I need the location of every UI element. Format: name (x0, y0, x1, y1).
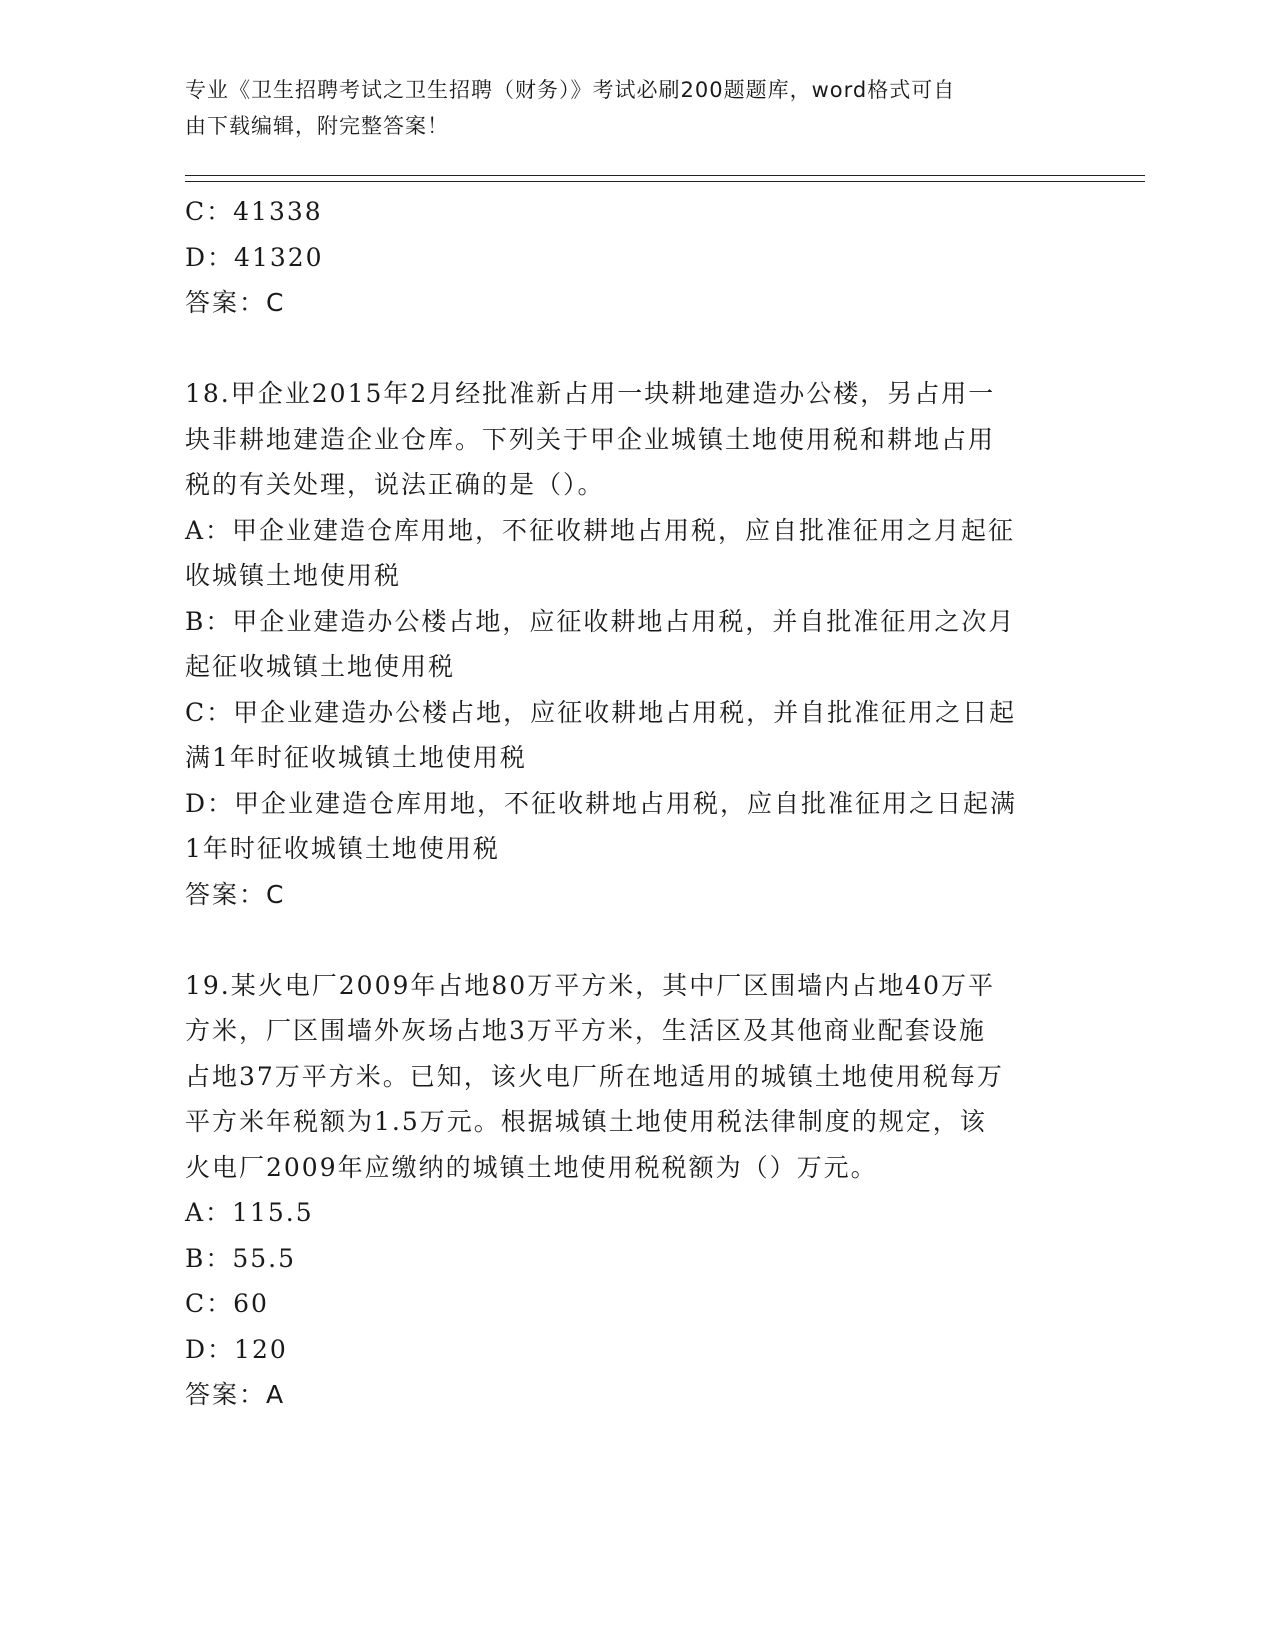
prev-answer: 答案：C (185, 288, 286, 317)
q18-answer: 答案：C (185, 879, 286, 909)
header-title-line-1: 专业《卫生招聘考试之卫生招聘（财务）》考试必刷200题题库，word格式可自 (185, 78, 956, 102)
q18-option-c-line-2: 满1年时征收城镇土地使用税 (185, 743, 527, 772)
document-body (185, 189, 1085, 1418)
header-title-line-2: 由下载编辑，附完整答案！ (185, 114, 449, 138)
header-divider (185, 175, 1145, 182)
spacer (185, 917, 1085, 963)
q19-answer: 答案：A (185, 1380, 286, 1409)
previous-question-block (185, 189, 1085, 326)
q18-option-d-line-1: D：甲企业建造仓库用地，不征收耕地占用税，应自批准征用之日起满 (185, 788, 1018, 818)
q18-stem-line-2: 块非耕地建造企业仓库。下列关于甲企业城镇土地使用税和耕地占用 (185, 424, 996, 454)
question-19-block (185, 963, 1085, 1418)
q18-option-a-line-1: A：甲企业建造仓库用地，不征收耕地占用税，应自批准征用之月起征 (185, 515, 1016, 545)
q19-option-b: B：55.5 (185, 1243, 297, 1273)
prev-option-c: C：41338 (185, 197, 323, 226)
q18-stem-line-1: 18.甲企业2015年2月经批准新占用一块耕地建造办公楼，另占用一 (185, 379, 996, 408)
question-18-block (185, 371, 1085, 917)
q18-option-a-line-2: 收城镇土地使用税 (185, 561, 402, 590)
q18-option-b-line-1: B：甲企业建造办公楼占地，应征收耕地占用税，并自批准征用之次月 (185, 606, 1016, 636)
spacer (185, 326, 1085, 372)
q19-option-c: C：60 (185, 1289, 269, 1318)
q19-option-a: A：115.5 (185, 1198, 314, 1227)
q19-stem-line-4: 平方米年税额为1.5万元。根据城镇土地使用税法律制度的规定，该 (185, 1107, 987, 1136)
q18-stem-line-3: 税的有关处理，说法正确的是（）。 (185, 470, 605, 499)
document-header (185, 72, 1085, 144)
q19-stem-line-2: 方米，厂区围墙外灰场占地3万平方米，生活区及其他商业配套设施 (185, 1016, 986, 1045)
q19-stem-line-5: 火电厂2009年应缴纳的城镇土地使用税税额为（）万元。 (185, 1152, 878, 1182)
q19-option-d: D：120 (185, 1334, 288, 1364)
q19-stem-line-3: 占地37万平方米。已知，该火电厂所在地适用的城镇土地使用税每万 (185, 1061, 1004, 1091)
q19-stem-line-1: 19.某火电厂2009年占地80万平方米，其中厂区围墙内占地40万平 (185, 970, 996, 1000)
prev-option-d: D：41320 (185, 242, 324, 272)
q18-option-c-line-1: C：甲企业建造办公楼占地，应征收耕地占用税，并自批准征用之日起 (185, 697, 1017, 727)
q18-option-d-line-2: 1年时征收城镇土地使用税 (185, 834, 500, 863)
q18-option-b-line-2: 起征收城镇土地使用税 (185, 652, 456, 681)
